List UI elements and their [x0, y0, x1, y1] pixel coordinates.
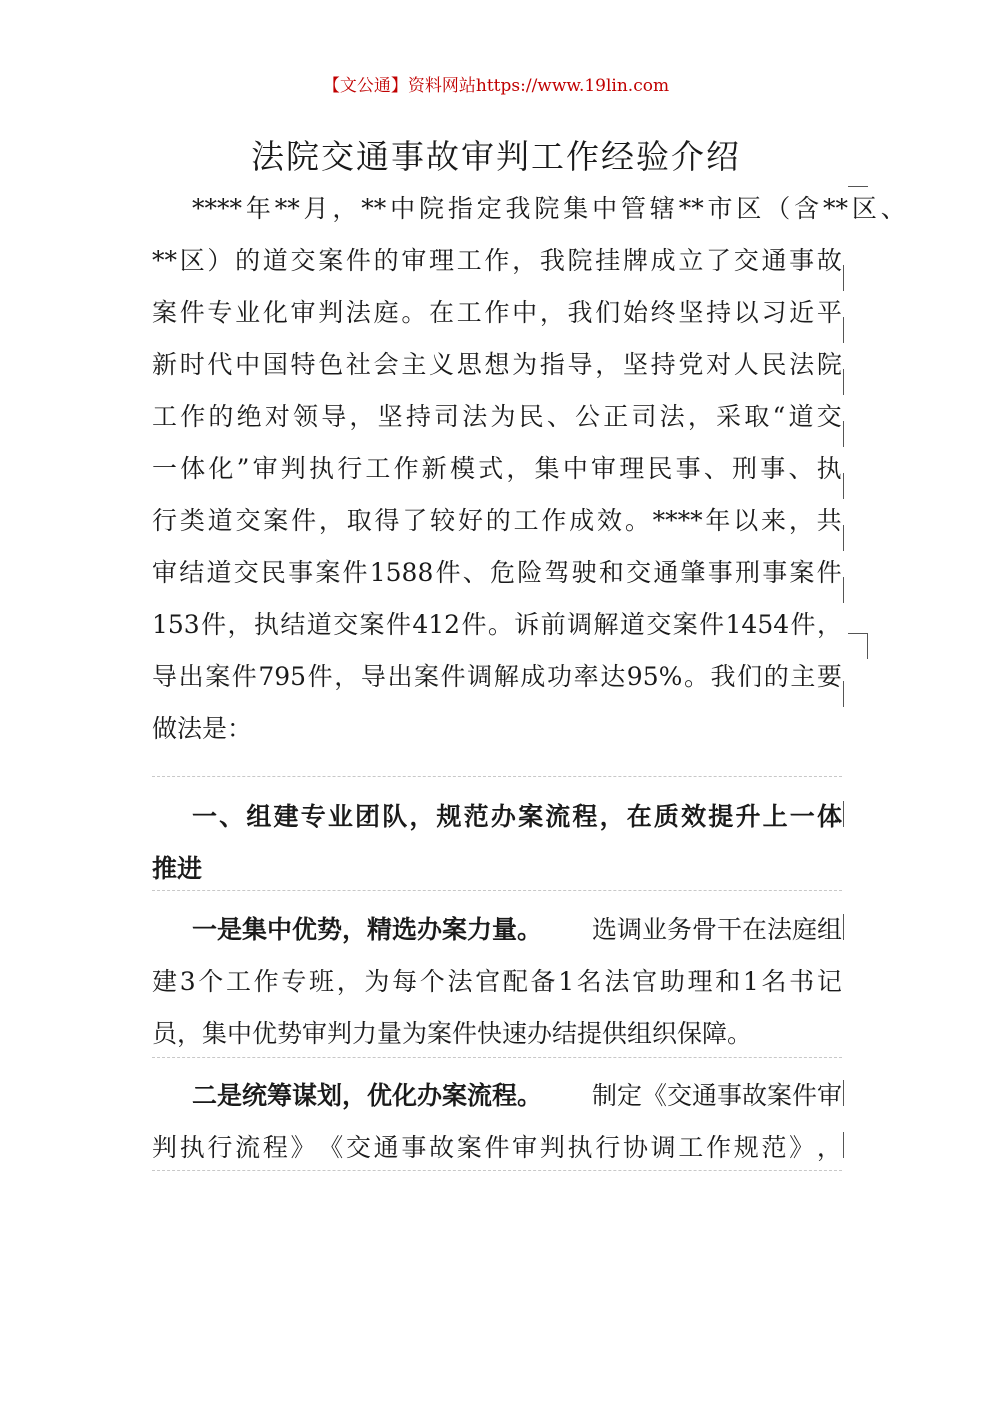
intro-line: 一 体 化 ” 审 判 执 行 工 作 新 模 式 ， 集 中 审 理 民 事 、 刑 事 、 执: [152, 454, 842, 483]
point-two-first-line: [192, 1070, 842, 1122]
intro-line: 审 结 道 交 民 事 案 件 1588 件 、 危 险 驾 驶 和 交 通 肇 事 刑 事 案 件: [152, 558, 842, 587]
intro-line: 153 件 ， 执 结 道 交 案 件 412 件 。 诉 前 调 解 道 交 案 件 1454 件 ，: [152, 610, 842, 639]
intro-line: 导 出 案 件 795 件 ， 导 出 案 件 调 解 成 功 率 达 95% 。 我 们 的 主 要: [152, 662, 842, 691]
margin-bar: [843, 473, 844, 499]
margin-bar: [843, 914, 844, 940]
margin-bar: [843, 421, 844, 447]
point-one-line: 建 3 个 工 作 专 班 ， 为 每 个 法 官 配 备 1 名 法 官 助 理 和 1 名 书 记: [152, 967, 842, 996]
point-one-first-line: [192, 904, 842, 956]
paragraph-separator: [152, 1170, 842, 1171]
intro-line: 做法是：: [152, 714, 253, 743]
site-url-link[interactable]: https://www.19lin.com: [475, 76, 670, 96]
margin-corner-mark: [848, 186, 868, 187]
intro-line: ** 区 ） 的 道 交 案 件 的 审 理 工 作 ， 我 院 挂 牌 成 立 了 交 通 事 故: [152, 246, 842, 275]
point-one-rest: 选调业务骨干在法庭组: [591, 915, 842, 944]
margin-bar: [843, 681, 844, 707]
section-heading: 一 、 组 建 专 业 团 队 ， 规 范 办 案 流 程 ， 在 质 效 提 升 上 一 体: [192, 802, 842, 831]
intro-line: 行 类 道 交 案 件 ， 取 得 了 较 好 的 工 作 成 效 。 **** 年 以 来 ， 共: [152, 506, 842, 535]
paragraph-separator: [152, 1057, 842, 1058]
intro-line: 新 时 代 中 国 特 色 社 会 主 义 思 想 为 指 导 ， 坚 持 党 对 人 民 法 院: [152, 350, 842, 379]
margin-bar: [843, 525, 844, 551]
margin-bar: [843, 317, 844, 343]
point-two-line: 判 执 行 流 程 》 《 交 通 事 故 案 件 审 判 执 行 协 调 工 作 规 范 》 ，: [152, 1133, 842, 1162]
margin-corner-mark: [848, 633, 868, 634]
intro-line: **** 年 ** 月 ， ** 中 院 指 定 我 院 集 中 管 辖 ** 市 区 （ 含 ** 区 、: [192, 194, 906, 223]
margin-bar: [843, 369, 844, 395]
section-heading: 推进: [152, 854, 203, 883]
document-title: 法院交通事故审判工作经验介绍: [251, 137, 741, 176]
point-one-line: 员，集中优势审判力量为案件快速办结提供组织保障。: [152, 1019, 753, 1048]
paragraph-separator: [152, 890, 842, 891]
margin-bar: [843, 577, 844, 603]
intro-line: 案 件 专 业 化 审 判 法 庭 。 在 工 作 中 ， 我 们 始 终 坚 持 以 习 近 平: [152, 298, 842, 327]
point-two-lead: 二是统筹谋划，优化办案流程。: [192, 1081, 543, 1110]
margin-bar: [843, 1132, 844, 1158]
point-one-lead: 一是集中优势，精选办案力量。: [192, 915, 543, 944]
paragraph-separator: [152, 776, 842, 777]
intro-line: 工 作 的 绝 对 领 导 ， 坚 持 司 法 为 民 、 公 正 司 法 ， 采 取 “ 道 交: [152, 402, 842, 431]
margin-bar: [843, 265, 844, 291]
site-label: 资料网站: [407, 76, 476, 96]
margin-bar: [843, 801, 844, 827]
margin-bar: [867, 633, 868, 659]
point-two-rest: 制定《交通事故案件审: [591, 1081, 842, 1110]
watermark-header: [0, 74, 992, 98]
margin-bar: [843, 1080, 844, 1106]
brand-label: 【文公通】: [322, 76, 408, 96]
